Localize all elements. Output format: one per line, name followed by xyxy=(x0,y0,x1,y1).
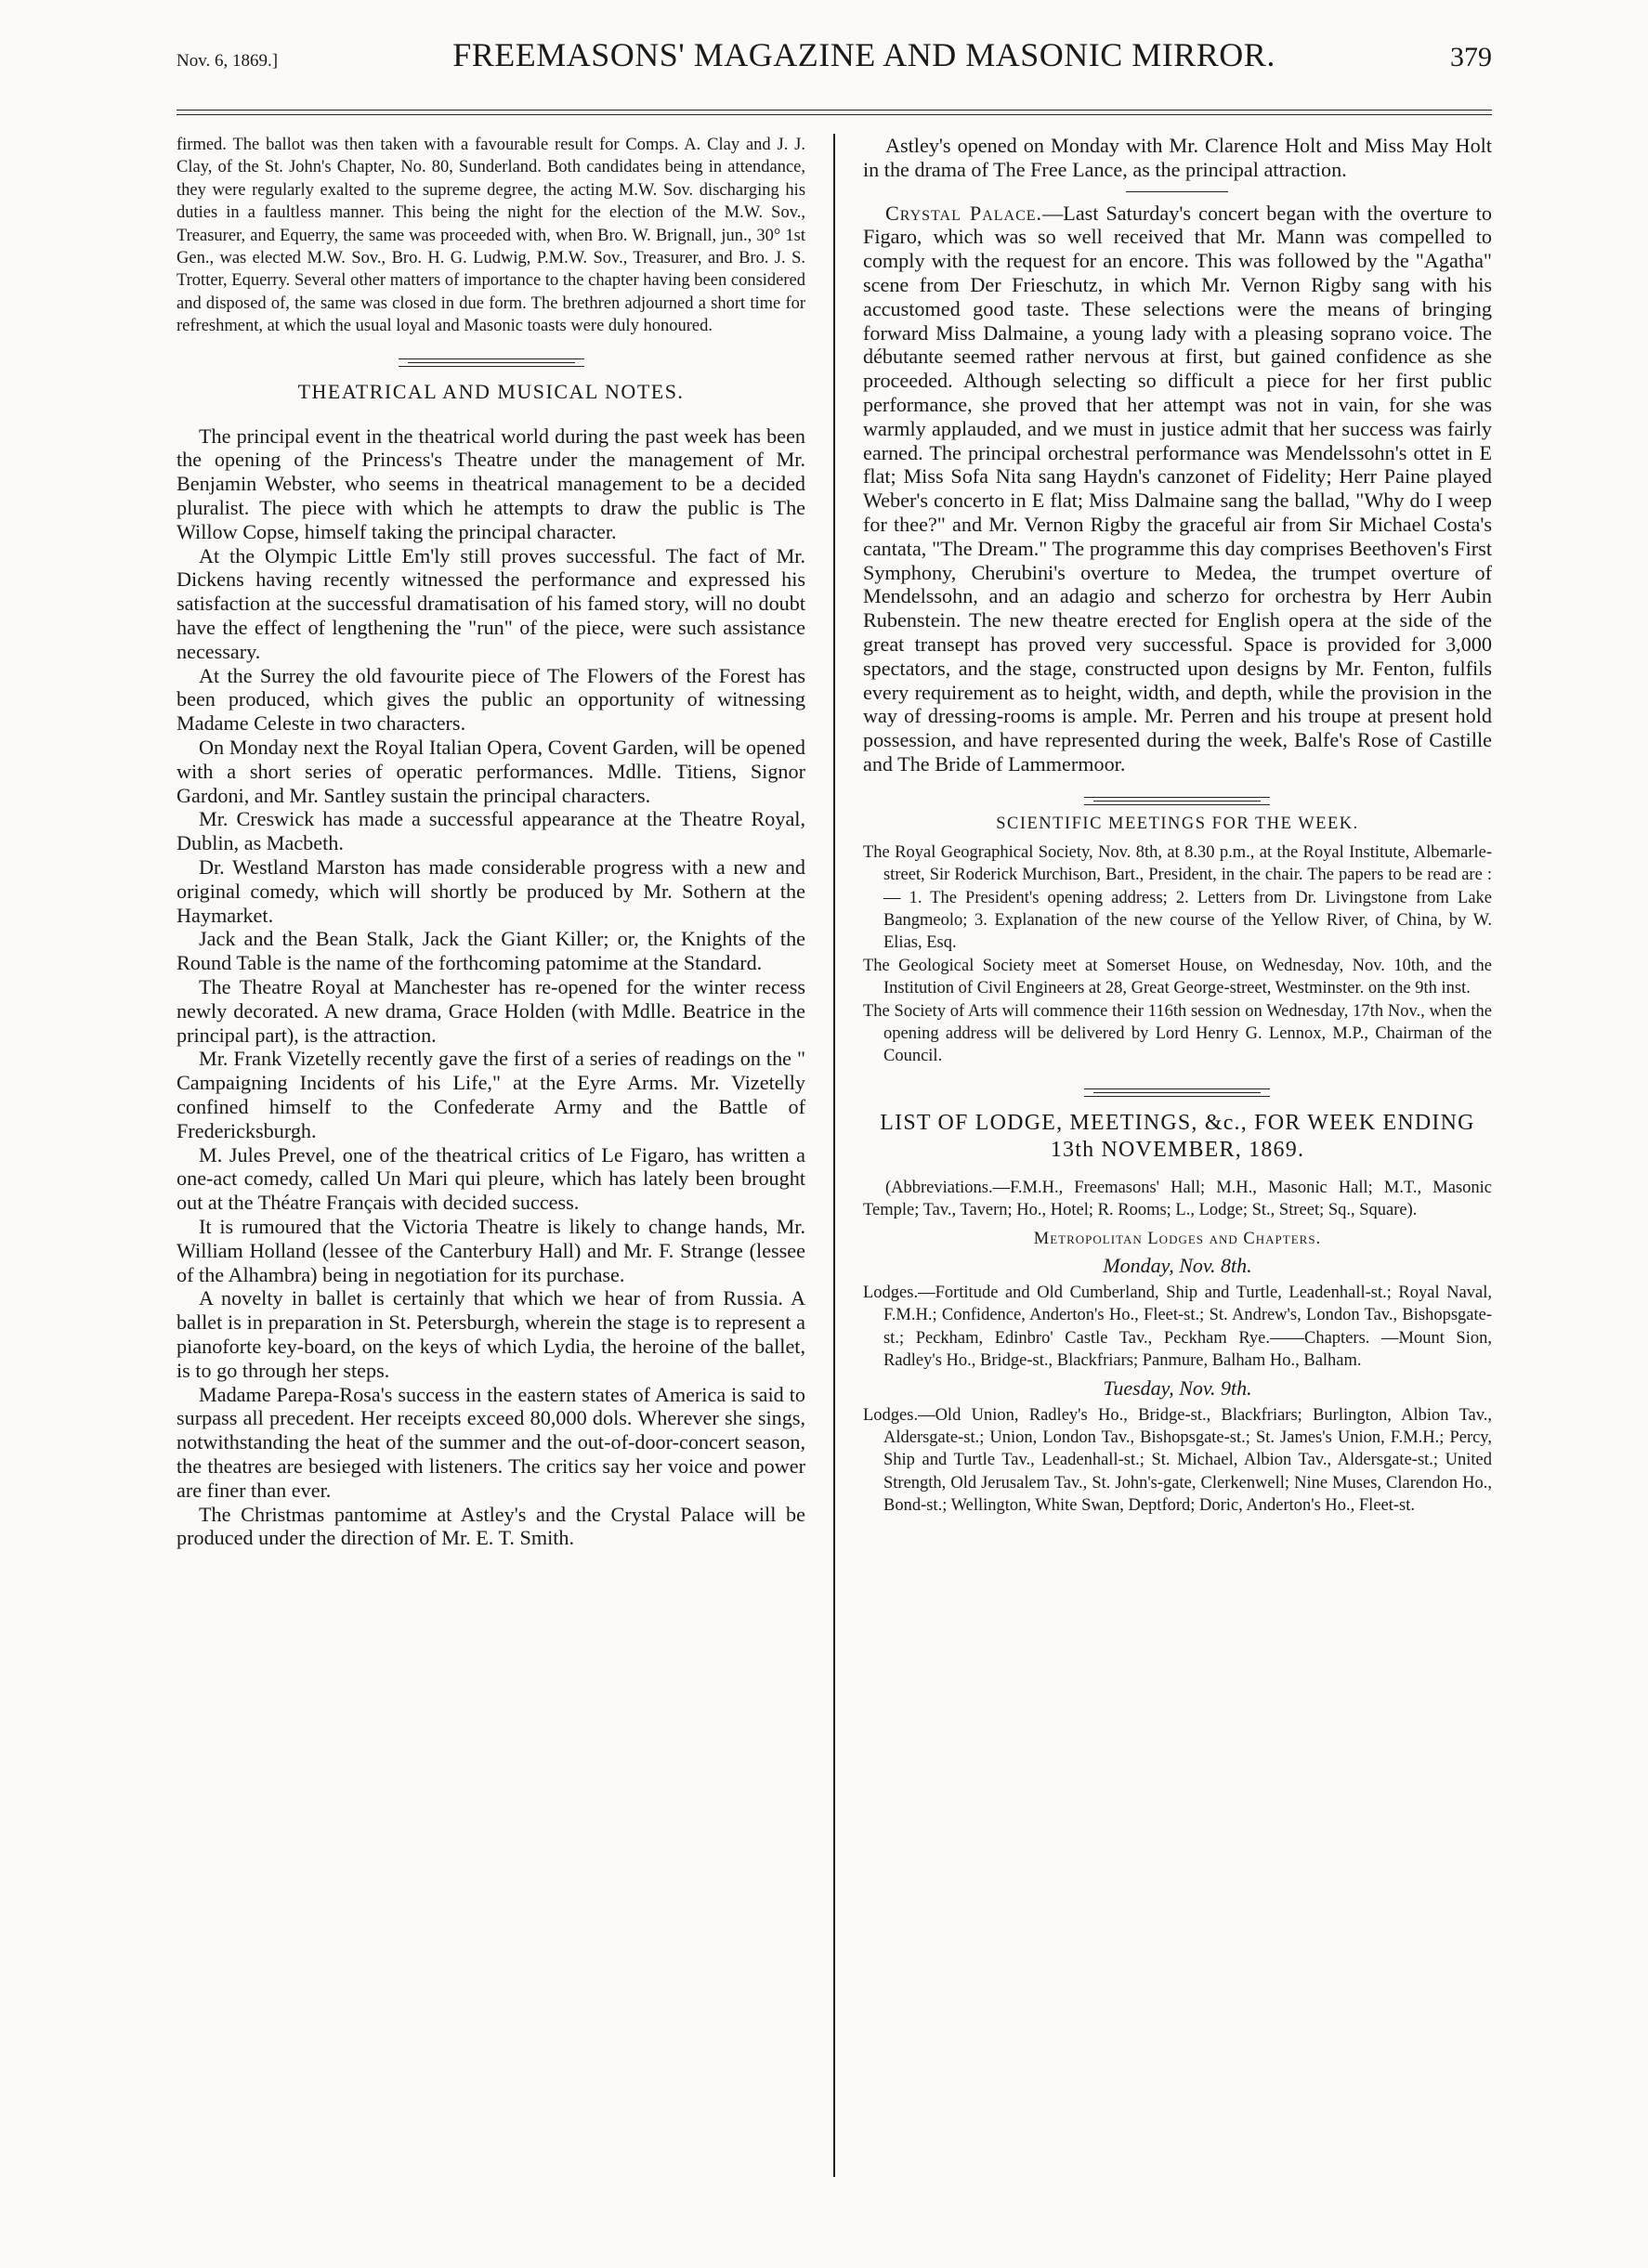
metropolitan-heading: Metropolitan Lodges and Chapters. xyxy=(1033,1229,1322,1248)
left-column xyxy=(177,134,824,2177)
astley-paragraph: Astley's opened on Monday with Mr. Clarence Holt and Miss May Holt in the drama of The Free Lance, as the principal attraction. xyxy=(862,134,1492,181)
article-paragraph: A novelty in ballet is certainly that which we hear of from Russia. A ballet is in preparation in St. Petersburgh, wherein the stage is to represent a pianoforte key-board, on the keys of which Lydia, the heroine of the ballet, is to go through her steps. xyxy=(177,1286,806,1382)
page-number: 379 xyxy=(1449,42,1492,72)
section-separator xyxy=(863,1088,1492,1097)
day-heading-monday: Monday, Nov. 8th. xyxy=(1103,1254,1252,1277)
theatrical-notes xyxy=(177,424,805,1550)
article-paragraph: Mr. Creswick has made a successful appearance at the Theatre Royal, Dublin, as Macbeth. xyxy=(177,807,806,855)
masthead-title: FREEMASONS' MAGAZINE AND MASONIC MIRROR. xyxy=(452,36,1275,73)
article-paragraph: It is rumoured that the Victoria Theatre is likely to change hands, Mr. William Holland (lessee of the Canterbury Hall) and Mr. F. Strange (lessee of the Alhambra) being in negotiation for its purchase. xyxy=(177,1214,806,1286)
header-date: Nov. 6, 1869.] xyxy=(177,51,279,71)
article-paragraph: At the Olympic Little Em'ly still proves successful. The fact of Mr. Dickens having recently witnessed the performance and expressed his satisfaction at the successful dramatisation of his famed story, will no doubt have the effect of lengthening the "run" of the piece, were such assistance necessary. xyxy=(177,543,806,663)
day-heading-tuesday: Tuesday, Nov. 9th. xyxy=(1103,1375,1252,1400)
section-separator xyxy=(863,797,1492,805)
section-title-lodge-list: LIST OF LODGE, MEETINGS, &c., FOR WEEK ENDING 13th NOVEMBER, 1869. xyxy=(880,1110,1475,1162)
page-header xyxy=(177,0,1492,74)
article-paragraph: Madame Parepa-Rosa's success in the eastern states of America is said to surpass all precedent. Her receipts exceed 80,000 dols. Wherever she sings, notwithstanding the heat of the summer and the out-of-door-concert season, the theatres are besieged with listeners. The critics say her voice and power are finer than ever. xyxy=(177,1382,806,1502)
monday-lodges: Lodges.—Fortitude and Old Cumberland, Ship and Turtle, Leadenhall-st.; Royal Naval, F.M.H.; Confidence, Anderton's Ho., Fleet-st.; St. Andrew's, London Tav., Bishopsgate-st.; Peckham, Edinbro' Castle Tav., Peckham Rye.——Chapters. —Mount Sion, Radley's Ho., Bridge-st., Blackfriars; Panmure, Balham Ho., Balham. xyxy=(862,1284,1492,1371)
article-paragraph: The principal event in the theatrical world during the past week has been the opening of the Princess's Theatre under the management of Mr. Benjamin Webster, who seems in theatrical management to be a decided pluralist. The piece with which he attempts to draw the public is The Willow Copse, himself taking the principal character. xyxy=(177,424,806,543)
section-title-scientific: SCIENTIFIC MEETINGS FOR THE WEEK. xyxy=(996,814,1359,833)
right-column xyxy=(844,134,1492,2177)
header-rule xyxy=(177,110,1492,115)
section-title-theatrical: THEATRICAL AND MUSICAL NOTES. xyxy=(297,379,685,403)
article-paragraph: M. Jules Prevel, one of the theatrical critics of Le Figaro, has written a one-act comedy, called Un Mari qui pleure, which has lately been brought out at the Théatre Français with decided success. xyxy=(177,1142,806,1215)
article-paragraph: The Christmas pantomime at Astley's and the Crystal Palace will be produced under the direction of Mr. E. T. Smith. xyxy=(177,1502,806,1550)
meeting-item: The Royal Geographical Society, Nov. 8th, at 8.30 p.m., at the Royal Institute, Albemarle-street, Sir Roderick Murchison, Bart., President, in the chair. The papers to be read are :— 1. The President's opening address; 2. Letters from Dr. Livingstone from Lake Bangmeolo; 3. Explanation of the new course of the Yellow River, of China, by W. Elias, Esq. xyxy=(862,842,1492,953)
tuesday-lodges: Lodges.—Old Union, Radley's Ho., Bridge-st., Blackfriars; Burlington, Albion Tav., Aldersgate-st.; Union, London Tav., Bishopsgate-st.; St. James's Union, F.M.H.; Percy, Ship and Turtle Tav., Leadenhall-st.; St. Michael, Albion Tav., Aldersgate-st.; United Strength, Old Jerusalem Tav., St. John's-gate, Clerkenwell; Nine Muses, Clarendon Ho., Bond-st.; Wellington, White Swan, Deptford; Doric, Anderton's Ho., Fleet-st. xyxy=(862,1405,1492,1516)
article-paragraph: Dr. Westland Marston has made considerable progress with a new and original comedy, which will shortly be produced by Mr. Sothern at the Haymarket. xyxy=(177,855,806,927)
column-divider xyxy=(833,134,835,2177)
chapter-report-paragraph: firmed. The ballot was then taken with a favourable result for Comps. A. Clay and J. J. Clay, of the St. John's Chapter, No. 80, Sunderland. Both candidates being in attendance, they were regularly exalted to the supreme degree, the acting M.W. Sov. discharging his duties in a faultless manner. This being the night for the election of the M.W. Sov., Treasurer, and Equerry, the same was proceeded with, when Bro. W. Brignall, jun., 30° 1st Gen., was elected M.W. Sov., Bro. H. G. Ludwig, P.M.W. Sov., Treasurer, and Bro. J. S. Trotter, Equerry. Several other matters of importance to the chapter having been considered and disposed of, the same was closed in due form. The brethren adjourned a short time for refreshment, at which the usual loyal and Masonic toasts were duly honoured. xyxy=(177,136,806,336)
meeting-item: The Geological Society meet at Somerset House, on Wednesday, Nov. 10th, and the Institution of Civil Engineers at 28, Great George-street, Westminster. on the 9th inst. xyxy=(862,956,1492,998)
article-paragraph: Mr. Frank Vizetelly recently gave the first of a series of readings on the " Campaigning Incidents of his Life," at the Eyre Arms. Mr. Vizetelly confined himself to the Confederate Army and the Battle of Fredericksburgh. xyxy=(177,1047,806,1142)
article-paragraph: The Theatre Royal at Manchester has re-opened for the winter recess newly decorated. A new drama, Grace Holden (with Mdlle. Beatrice in the principal part), is the attraction. xyxy=(177,974,806,1047)
crystal-palace-label: Crystal Palace. xyxy=(884,201,1043,225)
crystal-palace-text: —Last Saturday's concert began with the overture to Figaro, which was so well received that Mr. Mann was compelled to comply with the request for an encore. This was followed by the "Agatha" scene from Der Frieschutz, in which Mr. Vernon Rigby sang with his accustomed good taste. These selections were the means of bringing forward Miss Dalmaine, a young lady with a pleasing soprano voice. The débutante seemed rather nervous at first, but gained confidence as she proceeded. Although selecting so difficult a piece for her first public performance, she proved that her attempt was not in vain, for she was warmly applauded, and we must in justice admit that her success was fairly earned. The principal orchestral performance was Mendelssohn's ottet in E flat; Miss Sofa Nita sang Haydn's canzonet of Fidelity; Herr Paine played Weber's concerto in E flat; Miss Dalmaine sang the ballad, "Why do I weep for thee?" and Mr. Vernon Rigby the graceful air from Sir Michael Costa's cantata, "The Dream." The programme this day comprises Beethoven's First Symphony, Cherubini's overture to Medea, the trumpet overture of Mendelssohn, and an adagio and scherzo for orchestra by Herr Aubin Rubenstein. The new theatre erected for English opera at the side of the great transept has proved very successful. Space is provided for 3,000 spectators, and the stage, constructed upon designs by Mr. Fenton, fulfils every requirement as to height, width, and depth, while the provision in the way of dressing-rooms is ample. Mr. Perren and his troupe at present hold possession, and have represented during the week, Balfe's Rose of Castille and The Bride of Lammermoor. xyxy=(862,201,1492,776)
abbreviations-note: (Abbreviations.—F.M.H., Freemasons' Hall; M.H., Masonic Hall; M.T., Masonic Temple; Tav., Tavern; Ho., Hotel; R. Rooms; L., Lodge; St., Street; Sq., Square). xyxy=(862,1178,1492,1220)
article-paragraph: On Monday next the Royal Italian Opera, Covent Garden, will be opened with a short series of operatic performances. Mdlle. Titiens, Signor Gardoni, and Mr. Santley sustain the principal characters. xyxy=(177,736,806,807)
columns xyxy=(177,134,1492,2177)
short-separator xyxy=(863,191,1492,192)
article-paragraph: Jack and the Bean Stalk, Jack the Giant Killer; or, the Knights of the Round Table is the name of the forthcoming patomime at the Standard. xyxy=(177,927,806,975)
section-separator xyxy=(177,358,805,367)
crystal-palace-paragraph xyxy=(863,202,1492,776)
meeting-item: The Society of Arts will commence their 116th session on Wednesday, 17th Nov., when the opening address will be delivered by Lord Henry G. Lennox, M.P., Chairman of the Council. xyxy=(862,1001,1492,1066)
article-paragraph: At the Surrey the old favourite piece of The Flowers of the Forest has been produced, which gives the public an opportunity of witnessing Madame Celeste in two characters. xyxy=(177,663,806,736)
